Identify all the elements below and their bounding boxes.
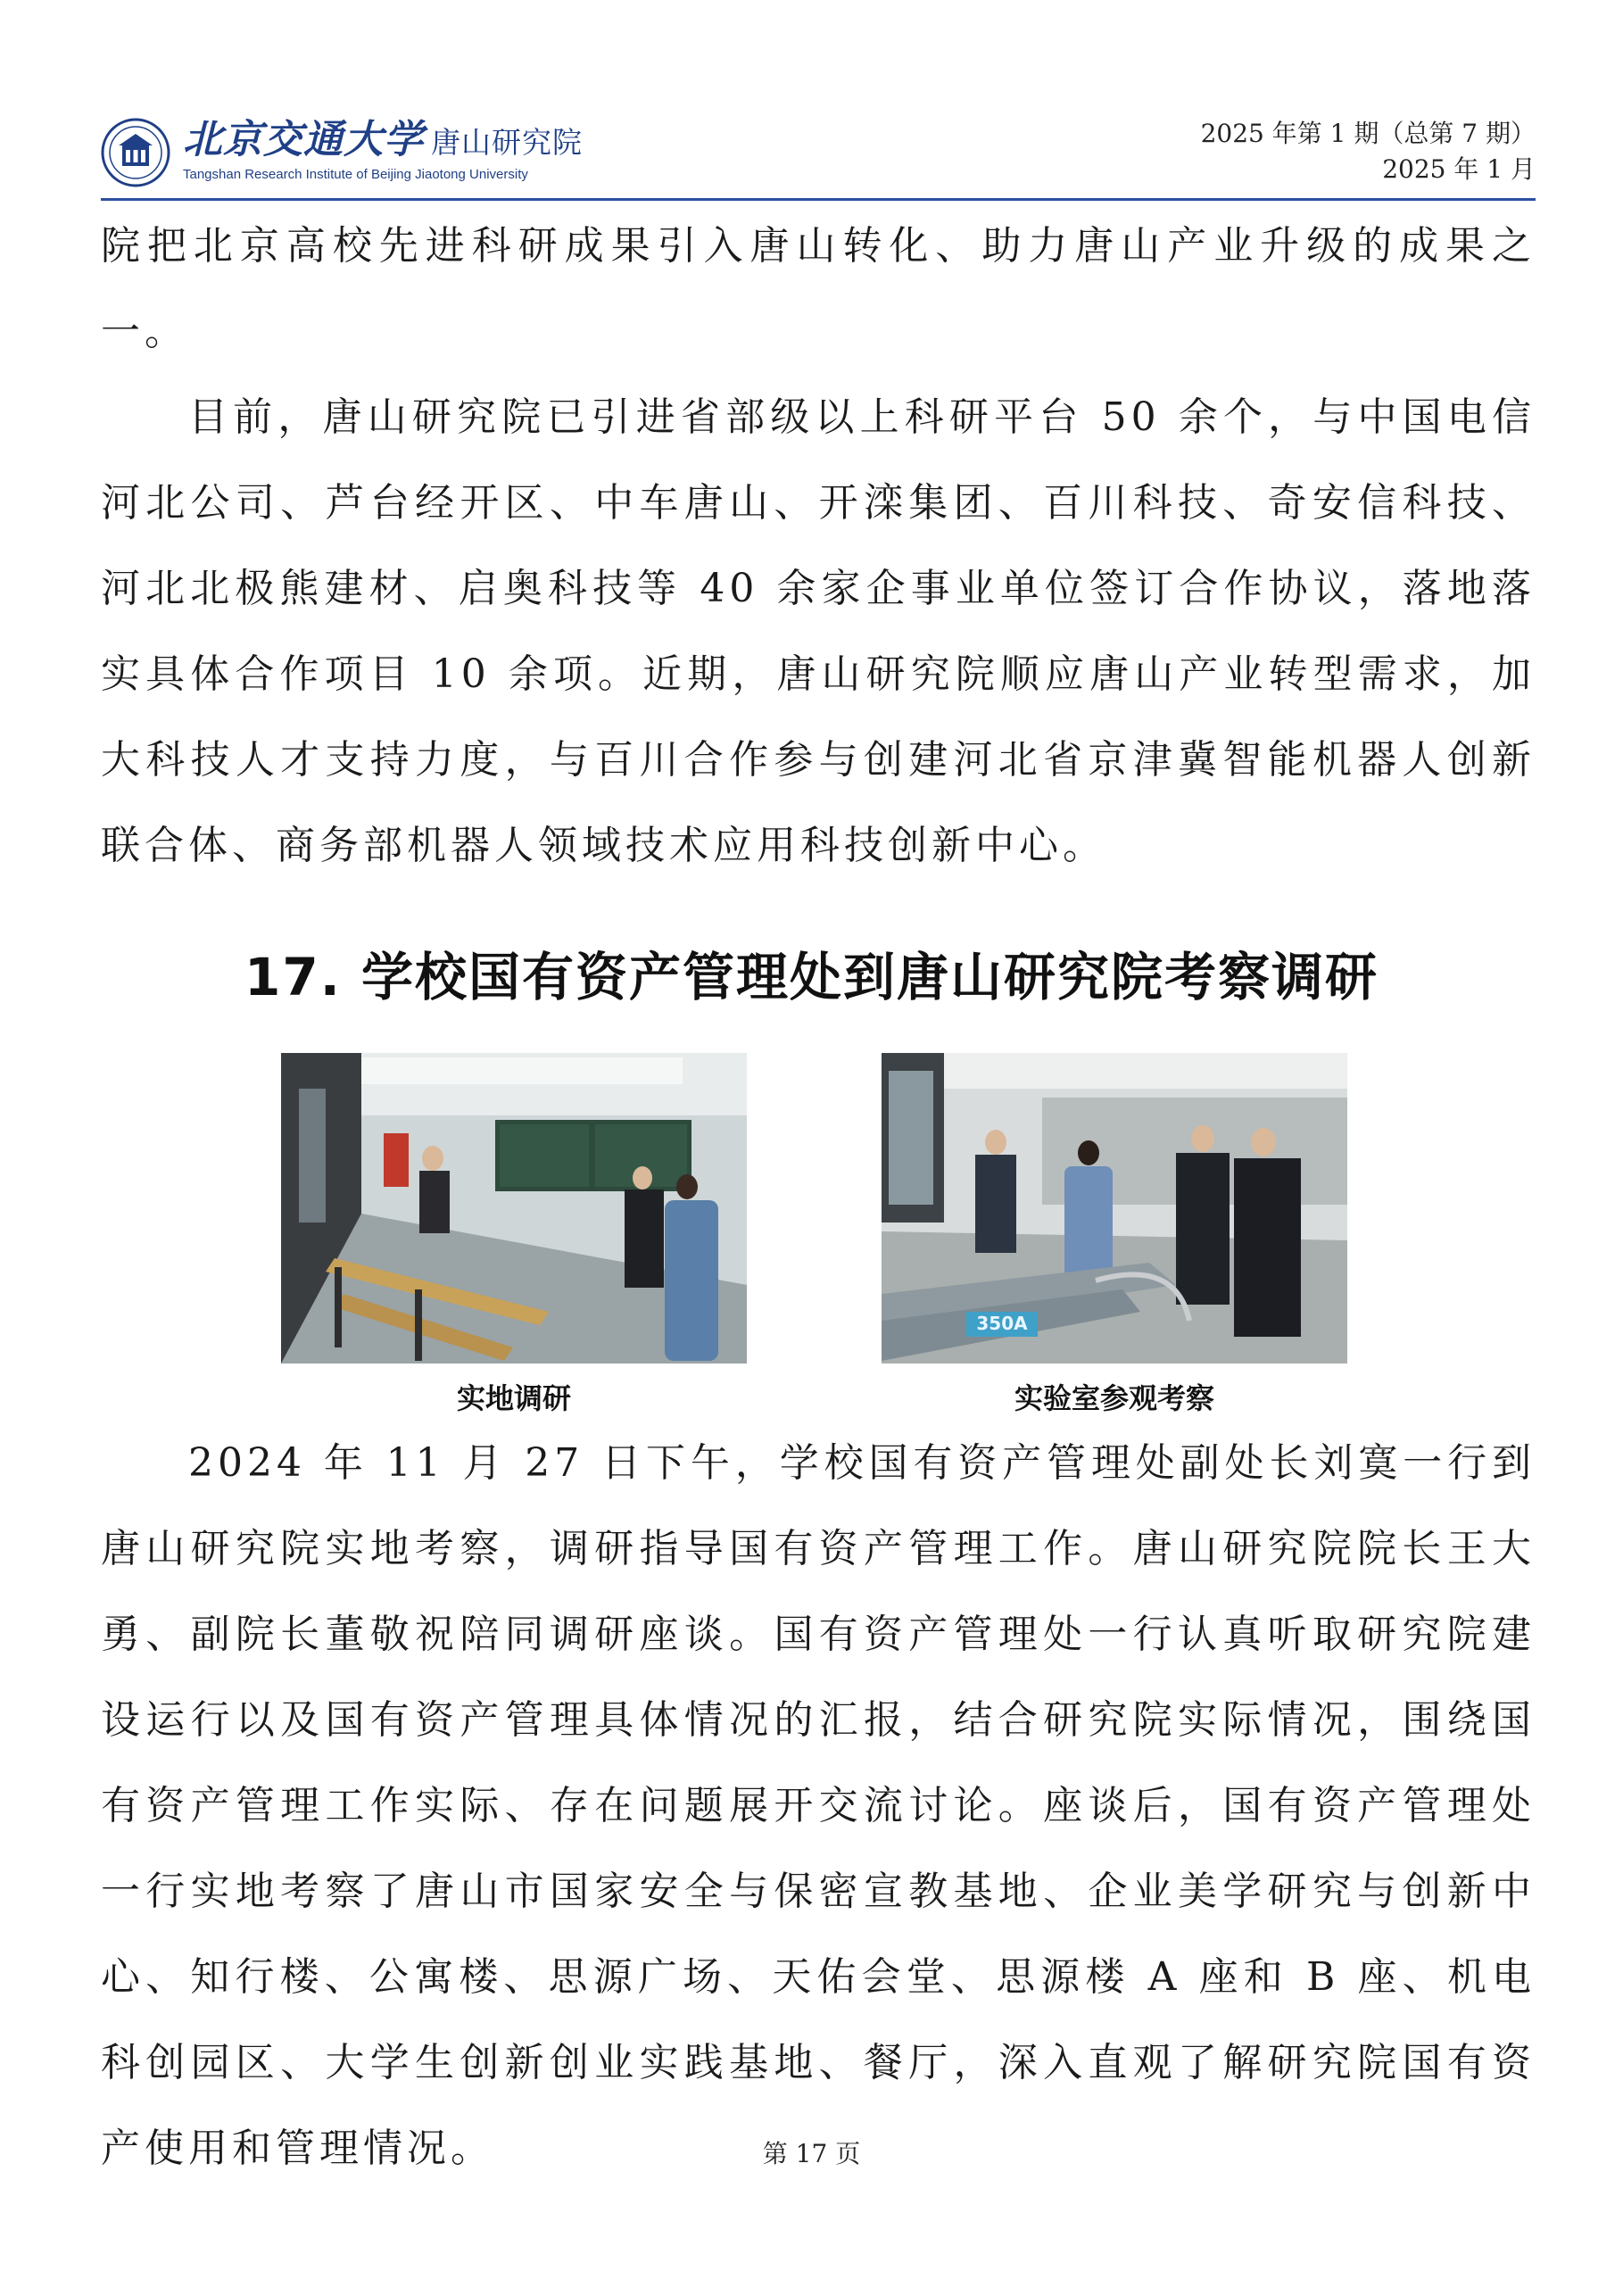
logo-university-name: 北京交通大学 bbox=[183, 117, 424, 162]
university-seal-icon bbox=[101, 118, 170, 187]
logo-institute-name: 唐山研究院 bbox=[431, 125, 583, 160]
intro-paragraph-1: 院把北京高校先进科研成果引入唐山转化、助力唐山产业升级的成果之一。 bbox=[101, 223, 1536, 354]
article-title: 17. 学校国有资产管理处到唐山研究院考察调研 bbox=[244, 947, 1379, 1007]
logo-wordmark bbox=[183, 116, 583, 183]
page-number: 第 17 页 bbox=[762, 2139, 861, 2168]
photo-lab-visit bbox=[882, 1053, 1347, 1364]
header-divider bbox=[101, 198, 1536, 201]
photo-caption-field-research: 实地调研 bbox=[456, 1381, 571, 1415]
lab-sign-text: 350A bbox=[976, 1313, 1028, 1334]
intro-paragraph-2: 目前，唐山研究院已引进省部级以上科研平台 50 余个，与中国电信河北公司、芦台经开区、中车唐山、开滦集团、百川科技、奇安信科技、河北北极熊建材、启奥科技等 40 余家企事业单位签订合作协议，落地落实具体合作项目 10 余项。近期，唐山研究院顺应唐山产业转型需求，加大科技人才支持力度，与百川合作参与创建河北省京津冀智能机器人创新联合体、商务部机器人领域技术应用科技创新中心。 bbox=[101, 394, 1536, 868]
logo-chinese bbox=[183, 116, 583, 167]
logo-english: Tangshan Research Institute of Beijing Jiaotong University bbox=[183, 167, 528, 182]
issue-number: 2025 年第 1 期（总第 7 期） bbox=[1200, 119, 1536, 148]
issue-date: 2025 年 1 月 bbox=[1382, 154, 1536, 184]
issue-info bbox=[1201, 116, 1536, 187]
intro-text bbox=[101, 203, 1536, 889]
photo-caption-lab-visit: 实验室参观考察 bbox=[1014, 1381, 1214, 1415]
article-paragraph: 2024 年 11 月 27 日下午，学校国有资产管理处副处长刘寞一行到唐山研究院实地考察，调研指导国有资产管理工作。唐山研究院院长王大勇、副院长董敬祝陪同调研座谈。国有资产管理处一行认真听取研究院建设运行以及国有资产管理具体情况的汇报，结合研究院实际情况，围绕国有资产管理工作实际、存在问题展开交流讨论。座谈后，国有资产管理处一行实地考察了唐山市国家安全与保密宣教基地、企业美学研究与创新中心、知行楼、公寓楼、思源广场、天佑会堂、思源楼 A 座和 B 座、机电科创园区、大学生创新创业实践基地、餐厅，深入直观了解研究院国有资产使用和管理情况。 bbox=[101, 1440, 1536, 2171]
article-body bbox=[101, 1421, 1536, 2192]
photo-field-research bbox=[281, 1053, 747, 1364]
page-header bbox=[101, 109, 1536, 198]
